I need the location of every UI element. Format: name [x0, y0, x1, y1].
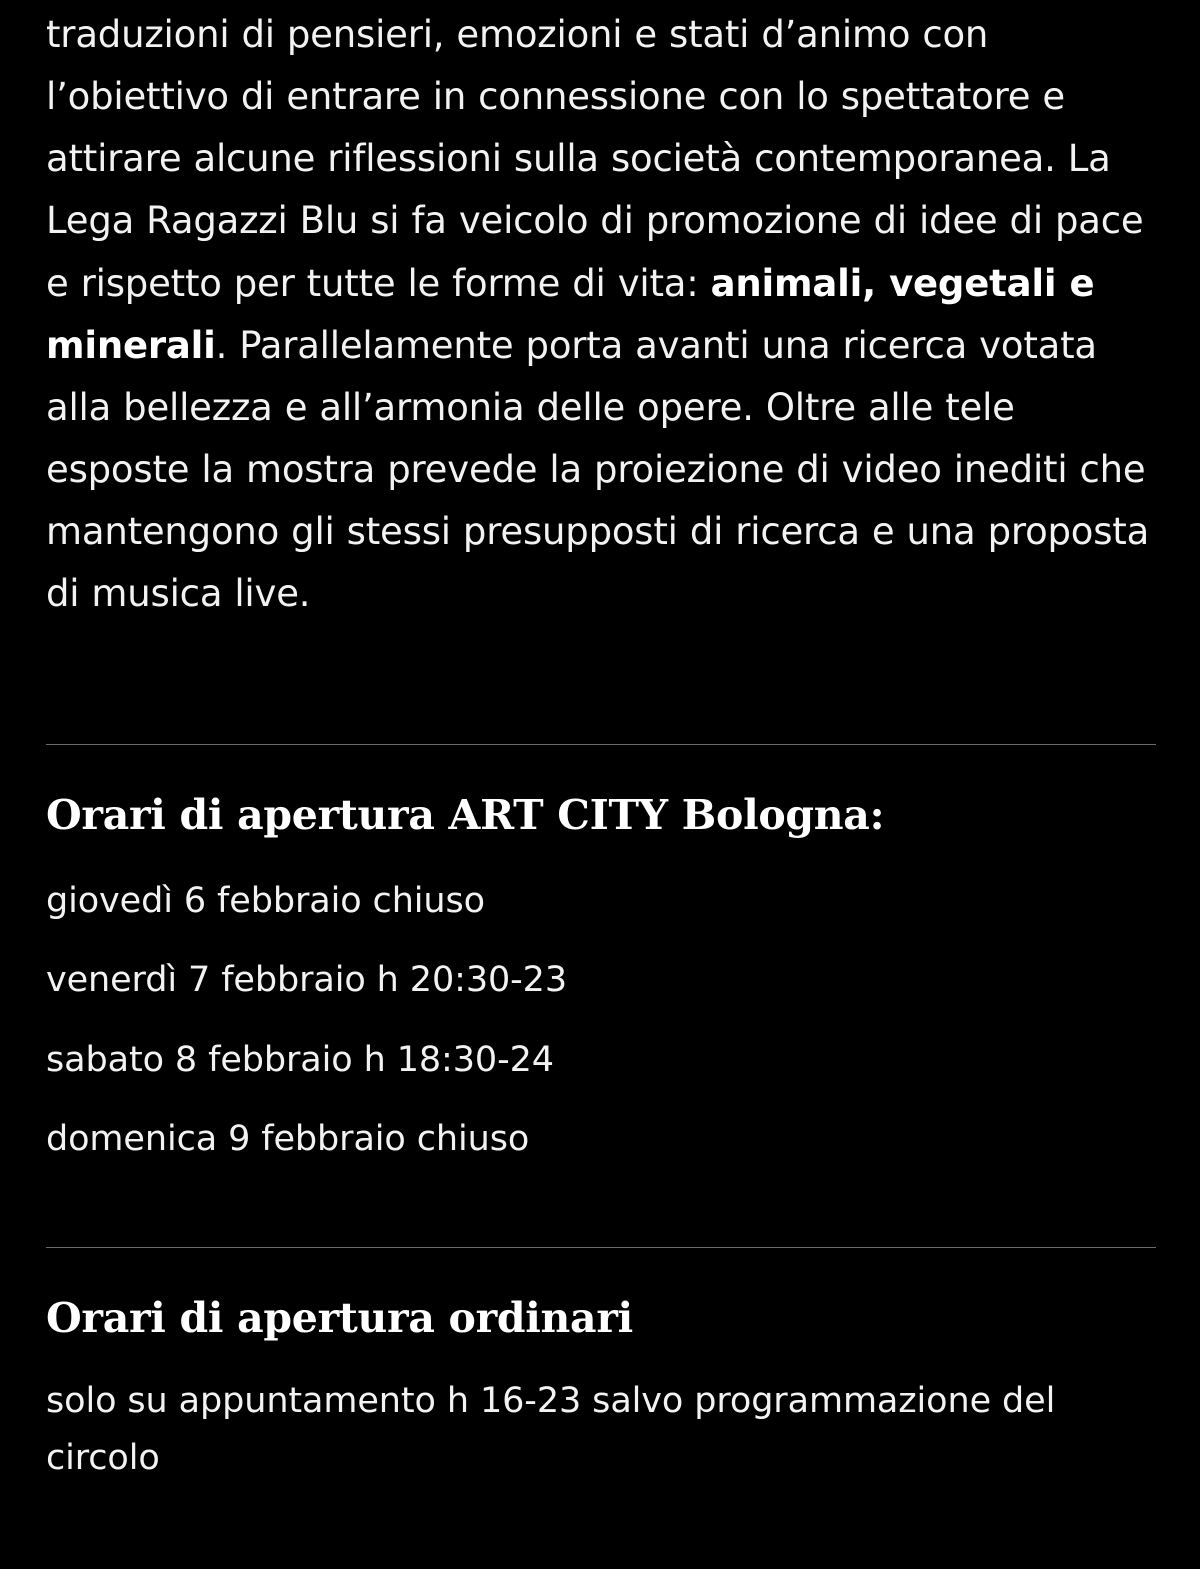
list-item: giovedì 6 febbraio chiuso [46, 880, 485, 921]
list-item: sabato 8 febbraio h 18:30-24 [46, 1039, 554, 1080]
list-item: domenica 9 febbraio chiuso [46, 1119, 530, 1160]
list-item: venerdì 7 febbraio h 20:30-23 [46, 960, 568, 1001]
art-city-hours-list [46, 882, 1156, 1159]
intro-emphasis: animali, vegetali e minerali [46, 261, 1095, 367]
intro-paragraph [46, 0, 1156, 626]
title-spacer-four [46, 1343, 1156, 1373]
intro-text-part-one: traduzioni di pensieri, emozioni e stati d’animo con l’obiettivo di entrare in connessione con lo spettatore e attirare alcune riflessioni sulla società contemporanea. La Lega Ragazzi Blu si fa veicolo di promozione di idee di pace e rispetto per tutte le forme di vita: [46, 13, 1144, 305]
section-title-art-city-hours: Orari di apertura ART CITY Bologna: [46, 790, 885, 839]
ordinary-hours-note: solo su appuntamento h 16-23 salvo programmazione del circolo [46, 1380, 1056, 1478]
section-spacer-two [46, 1159, 1156, 1247]
title-spacer-three [46, 1248, 1156, 1294]
intro-text-part-two: . Parallelamente porta avanti una ricerca votata alla bellezza e all’armonia delle opere. Oltre alle tele esposte la mostra prevede la proiezione di video inediti che mantengono gli stessi presupposti di ricerca e una proposta di musica live. [46, 323, 1150, 616]
title-spacer-two [46, 840, 1156, 882]
section-spacer-one [46, 626, 1156, 744]
section-title-ordinary-hours: Orari di apertura ordinari [46, 1293, 633, 1342]
title-spacer-one [46, 745, 1156, 791]
